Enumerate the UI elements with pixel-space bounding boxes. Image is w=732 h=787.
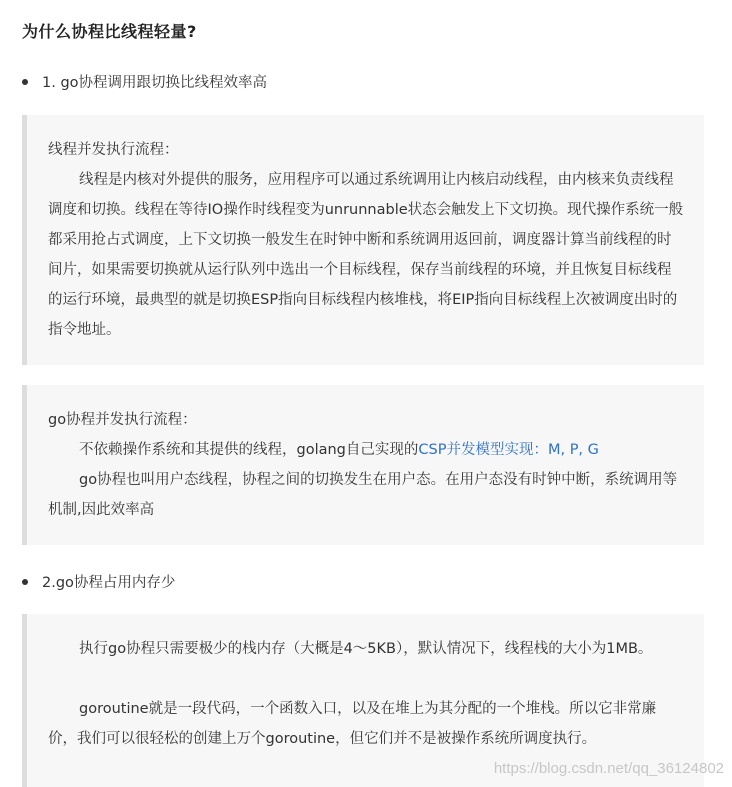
list-item-2-text: 2.go协程占用内存少 <box>42 575 176 591</box>
list-item-1 <box>22 71 267 92</box>
csdn-watermark: https://blog.csdn.net/qq_36124802 <box>493 760 724 777</box>
list-item-1-text: 1. go协程调用跟切换比线程效率高 <box>42 75 268 91</box>
list-item-2 <box>22 571 175 592</box>
quote3-para2: goroutine就是一段代码，一个函数入口，以及在堆上为其分配的一个堆栈。所以它非常廉价，我们可以很轻松的创建上万个goroutine，但它们并不是被操作系统所调度执行。 <box>48 701 657 747</box>
article-section-title: 为什么协程比线程轻量? <box>22 22 197 41</box>
bullet-dot-icon <box>22 579 28 585</box>
quote2-heading: go协程并发执行流程： <box>48 412 197 428</box>
quote2-line1-text: 不依赖操作系统和其提供的线程，golang自己实现的 <box>79 442 419 458</box>
blockquote-thread-flow <box>22 115 704 365</box>
quote3-para1: 执行go协程只需要极少的栈内存（大概是4～5KB），默认情况下，线程栈的大小为1MB。 <box>79 641 653 657</box>
bullet-dot-icon <box>22 79 28 85</box>
csp-model-link[interactable]: CSP并发模型实现：M, P, G <box>418 442 599 458</box>
quote1-heading: 线程并发执行流程： <box>48 142 179 158</box>
quote2-line1 <box>48 435 684 465</box>
quote1-body: 线程是内核对外提供的服务，应用程序可以通过系统调用让内核启动线程，由内核来负责线程调度和切换。线程在等待IO操作时线程变为unrunnable状态会触发上下文切换。现代操作系统一般都采用抢占式调度，上下文切换一般发生在时钟中断和系统调用返回前，调度器计算当前线程的时间片，如果需要切换就从运行队列中选出一个目标线程，保存当前线程的环境，并且恢复目标线程的运行环境，最典型的就是切换ESP指向目标线程内核堆栈，将EIP指向目标线程上次被调度出时的指令地址。 <box>48 172 684 338</box>
blockquote-goroutine-flow <box>22 385 704 545</box>
quote2-line2: go协程也叫用户态线程，协程之间的切换发生在用户态。在用户态没有时钟中断，系统调用等机制,因此效率高 <box>48 472 678 518</box>
